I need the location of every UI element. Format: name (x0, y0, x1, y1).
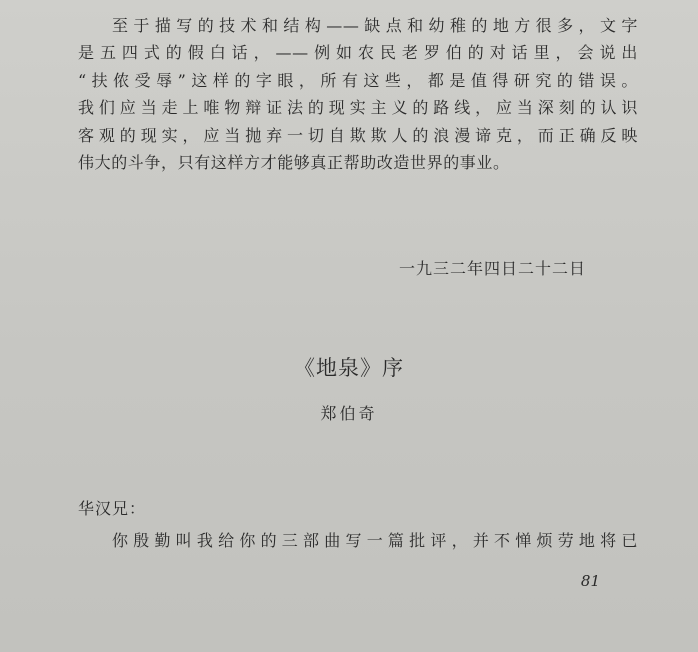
text-line: 是五四式的假白话，——例如农民老罗伯的对话里，会说出 (78, 43, 638, 63)
paragraph-continued (78, 12, 638, 176)
text-line: 我们应当走上唯物辩证法的现实主义的路线，应当深刻的认识 (78, 98, 638, 118)
text-line: 至于描写的技术和结构——缺点和幼稚的地方很多，文字 (112, 16, 638, 35)
text-line: 伟大的斗争，只有这样方才能够真正帮助改造世界的事业。 (78, 153, 510, 173)
page-number: 81 (580, 572, 600, 590)
author-name: 郑伯奇 (320, 404, 378, 423)
text-line: “扶侬受辱”这样的字眼，所有这些，都是值得研究的错误。 (78, 70, 638, 90)
date-line: 一九三二年四日二十二日 (398, 259, 586, 278)
salutation: 华汉兄： (78, 499, 147, 518)
section-title: 《地泉》序 (294, 356, 404, 380)
paragraph-first-line: 你殷勤叫我给你的三部曲写一篇批评，并不惮烦劳地将已 (112, 531, 638, 550)
text-line: 客观的现实，应当抛弃一切自欺欺人的浪漫谛克，而正确反映 (78, 125, 638, 145)
